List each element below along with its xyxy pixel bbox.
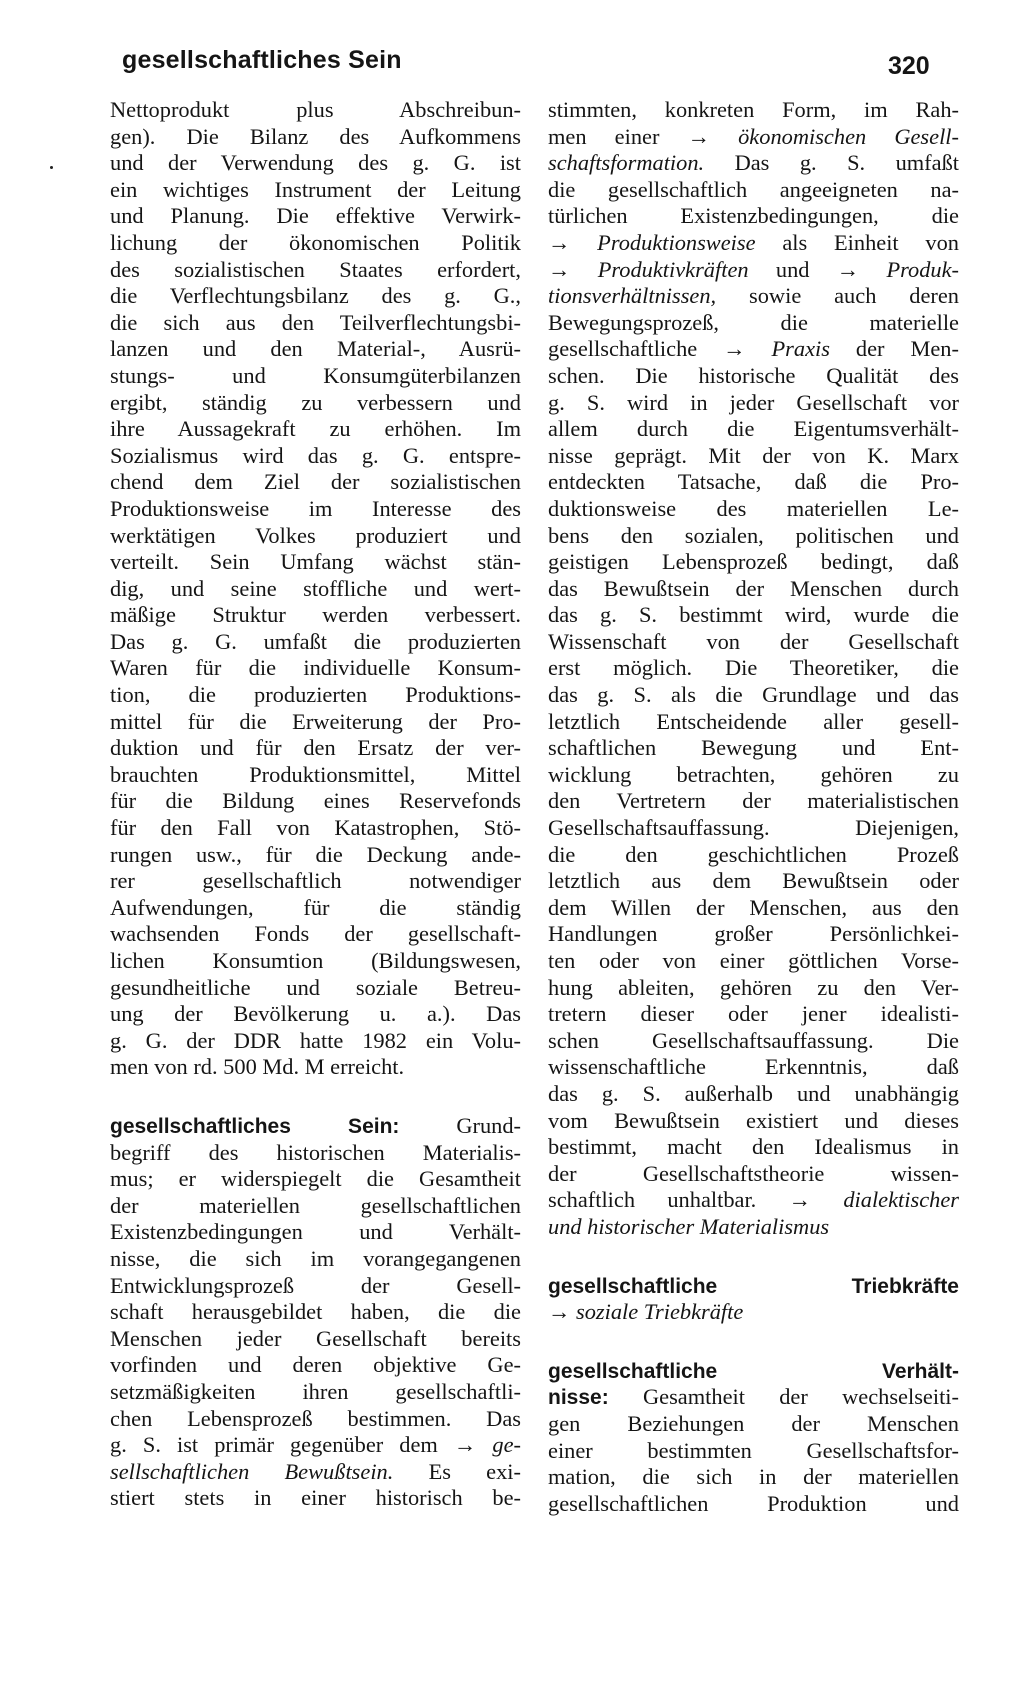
text-line: für die Bildung eines Reservefonds: [110, 788, 521, 814]
text-line: Sozialismus wird das g. G. entspre-: [110, 442, 521, 468]
text-line: ten oder von einer göttlichen Vorse-: [548, 948, 959, 973]
text-line: geistigen Lebensprozeß bedingt, daß: [548, 549, 959, 575]
text-line: g. S. wird in jeder Gesellschaft vor: [548, 389, 959, 415]
text-line: begriff des historischen Materialis-: [110, 1139, 521, 1165]
running-head-word: gesellschaftliches Sein: [122, 46, 402, 74]
entry-lemma: gesellschaftliches Sein:: [110, 1114, 400, 1138]
arrow-icon: →: [548, 256, 571, 282]
text-line: der Gesellschaftstheorie wissen-: [548, 1160, 959, 1186]
text-line: mäßige Struktur werden verbessert.: [110, 602, 521, 628]
text-line: allem durch die Eigentumsverhält-: [548, 416, 959, 442]
text-line: letztlich aus dem Bewußtsein oder: [548, 868, 959, 894]
page-number: 320: [888, 52, 930, 80]
right-column: [548, 97, 959, 1517]
text-line: den Vertretern der materialistischen: [548, 788, 959, 814]
text-line: das g. S. außerhalb und unabhängig: [548, 1080, 959, 1106]
text-line: verteilt. Sein Umfang wächst stän-: [110, 549, 521, 575]
text-line: schaft herausgebildet haben, die die: [110, 1299, 521, 1325]
text-line: wachsenden Fonds der gesellschaft-: [110, 921, 521, 947]
text-line: türlichen Existenzbedingungen, die: [548, 203, 959, 229]
text-line: men einer → ökonomischen Gesell-: [548, 123, 959, 149]
text-line: mation, die sich in der materiellen: [548, 1464, 959, 1490]
text-line: sellschaftlichen Bewußtsein. Es exi-: [110, 1458, 521, 1484]
entry-first-line: [548, 1358, 959, 1385]
text-line: entdeckten Tatsache, daß die Pro-: [548, 469, 959, 495]
text-line: setzmäßigkeiten ihren gesellschaftli-: [110, 1378, 521, 1404]
text-line: einer bestimmten Gesellschaftsfor-: [548, 1437, 959, 1463]
cross-reference[interactable]: tionsverhältnissen,: [548, 283, 717, 309]
cross-reference[interactable]: Produk-: [886, 256, 959, 282]
text-line: wissenschaftliche Erkenntnis, daß: [548, 1054, 959, 1080]
text-line: mus; er widerspiegelt die Gesamtheit: [110, 1166, 521, 1192]
text-line: Produktionsweise im Interesse des: [110, 495, 521, 521]
text-line: letztlich Entscheidende aller gesell-: [548, 708, 959, 734]
text-line: stimmten, konkreten Form, im Rah-: [548, 97, 959, 122]
text-line: gen Beziehungen der Menschen: [548, 1410, 959, 1436]
text-line: die Verflechtungsbilanz des g. G.,: [110, 283, 521, 309]
text-line: tionsverhältnissen, sowie auch deren: [548, 283, 959, 309]
text-line: → Produktionsweise als Einheit von: [548, 229, 959, 255]
text-line: Bewegungsprozeß, die materielle: [548, 309, 959, 335]
text-line: duktionsweise des materiellen Le-: [548, 495, 959, 521]
text-line: vorfinden und deren objektive Ge-: [110, 1352, 521, 1378]
text-line: mittel für die Erweiterung der Pro-: [110, 708, 521, 734]
text-line: das g. S. als die Grundlage und das: [548, 682, 959, 708]
text-line: brauchten Produktionsmittel, Mittel: [110, 761, 521, 787]
text-line: für den Fall von Katastrophen, Stö-: [110, 815, 521, 841]
text-line: und Planung. Die effektive Verwirk-: [110, 203, 521, 229]
text-line: werktätigen Volkes produziert und: [110, 522, 521, 548]
text-line: nisse: Gesamtheit der wechselseiti-: [548, 1384, 959, 1410]
cross-reference[interactable]: Produktivkräften: [597, 256, 749, 282]
arrow-icon: →: [548, 1299, 571, 1325]
entry-gesellschaftliche-triebkraefte: [548, 1273, 959, 1326]
text-line: gesundheitliche und soziale Betreu-: [110, 974, 521, 1000]
text-line: und der Verwendung des g. G. ist: [110, 150, 521, 176]
arrow-icon: →: [723, 336, 746, 362]
text-line: ihre Aussagekraft zu erhöhen. Im: [110, 416, 521, 442]
arrow-icon: →: [548, 229, 571, 255]
entry-first-line: [548, 1273, 959, 1300]
cross-reference[interactable]: soziale Triebkräfte: [576, 1299, 744, 1325]
entry-lemma: nisse:: [548, 1386, 609, 1410]
text-line: hung ableiten, gehören zu den Ver-: [548, 974, 959, 1000]
text-line: schen Gesellschaftsauffassung. Die: [548, 1027, 959, 1053]
text-line: dem Willen der Menschen, aus den: [548, 894, 959, 920]
entry-lemma: gesellschaftliche Verhält-: [548, 1359, 959, 1383]
text-line: schaftlichen Bewegung und Ent-: [548, 735, 959, 761]
text-line: gen). Die Bilanz des Aufkommens: [110, 123, 521, 149]
cross-reference[interactable]: Produktionsweise: [597, 229, 756, 255]
entry-first-line: gesellschaftliches Sein: Grund-: [110, 1112, 521, 1138]
text-line: chend dem Ziel der sozialistischen: [110, 469, 521, 495]
text-line: Wissenschaft von der Gesellschaft: [548, 628, 959, 654]
text-line: erst möglich. Die Theoretiker, die: [548, 655, 959, 681]
cross-reference[interactable]: Praxis: [771, 336, 830, 362]
text-line: Entwicklungsprozeß der Gesell-: [110, 1272, 521, 1298]
text-line: Waren für die individuelle Konsum-: [110, 655, 521, 681]
text-line: men von rd. 500 Md. M erreicht.: [110, 1054, 405, 1080]
text-line: schen. Die historische Qualität des: [548, 362, 959, 388]
text-line: dig, und seine stoffliche und wert-: [110, 575, 521, 601]
left-column: [110, 97, 521, 1512]
cross-reference[interactable]: schaftsformation.: [548, 150, 705, 176]
text-line: [548, 1214, 959, 1241]
text-line: Menschen jeder Gesellschaft bereits: [110, 1325, 521, 1351]
text-line: die den geschichtlichen Prozeß: [548, 841, 959, 867]
arrow-icon: →: [453, 1432, 477, 1458]
text-line: ein wichtiges Instrument der Leitung: [110, 176, 521, 202]
arrow-icon: →: [788, 1187, 811, 1213]
text-line: schaftlich unhaltbar. → dialektischer: [548, 1187, 959, 1213]
text-line: vom Bewußtsein existiert und dieses: [548, 1107, 959, 1133]
text-line: lichen Konsumtion (Bildungswesen,: [110, 948, 521, 973]
text-line: tretern dieser oder jener idealisti-: [548, 1001, 959, 1027]
print-speck: [50, 166, 53, 169]
text-line: chen Lebensprozeß bestimmen. Das: [110, 1405, 521, 1431]
text-line: bestimmt, macht den Idealismus in: [548, 1134, 959, 1160]
cross-reference[interactable]: ökonomischen Gesell-: [738, 123, 959, 149]
text-line: rungen usw., für die Deckung ande-: [110, 841, 521, 867]
text-line: stiert stets in einer historisch be-: [110, 1485, 521, 1511]
text-line: gesellschaftlichen Produktion und: [548, 1490, 959, 1516]
entry-continuation: [110, 97, 521, 1081]
text-line: bens den sozialen, politischen und: [548, 522, 959, 548]
text-line: Gesellschaftsauffassung. Diejenigen,: [548, 815, 959, 841]
text-line: g. S. ist primär gegenüber dem → ge-: [110, 1432, 521, 1458]
text-line: Das g. G. umfaßt die produzierten: [110, 628, 521, 654]
text-line: schaftsformation. Das g. S. umfaßt: [548, 150, 959, 176]
arrow-icon: →: [836, 256, 860, 282]
text-line: die gesellschaftlich angeeigneten na-: [548, 176, 959, 202]
text-line: das g. S. bestimmt wird, wurde die: [548, 602, 959, 628]
text-line: wicklung betrachten, gehören zu: [548, 761, 959, 787]
cross-reference[interactable]: ge-: [492, 1432, 521, 1458]
text-line: die sich aus den Teilverflechtungsbi-: [110, 309, 521, 335]
entry-gesellschaftliches-sein: [110, 1113, 521, 1512]
text-line: tion, die produzierten Produktions-: [110, 682, 521, 708]
text-line: stungs- und Konsumgüterbilanzen: [110, 362, 521, 388]
text-line: Existenzbedingungen und Verhält-: [110, 1219, 521, 1245]
text-line: → Produktivkräften und → Produk-: [548, 256, 959, 282]
text-line: ergibt, ständig zu verbessern und: [110, 389, 521, 415]
text-line: ung der Bevölkerung u. a.). Das: [110, 1001, 521, 1027]
text-line: nisse geprägt. Mit der von K. Marx: [548, 442, 959, 468]
text-line: duktion und für den Ersatz der ver-: [110, 735, 521, 761]
text-line: gesellschaftliche → Praxis der Men-: [548, 336, 959, 362]
text-line: g. G. der DDR hatte 1982 ein Volu-: [110, 1027, 521, 1053]
text-line: Aufwendungen, für die ständig: [110, 894, 521, 920]
entry-lemma: gesellschaftliche Triebkräfte: [548, 1274, 959, 1298]
cross-reference[interactable]: und historischer Materialismus: [548, 1213, 830, 1239]
arrow-icon: →: [687, 123, 710, 149]
text-line: rer gesellschaftlich notwendiger: [110, 868, 521, 894]
text-line: lanzen und den Material-, Ausrü-: [110, 336, 521, 362]
cross-reference[interactable]: sellschaftlichen Bewußtsein.: [110, 1458, 394, 1484]
text-line: des sozialistischen Staates erfordert,: [110, 256, 521, 282]
text-line: lichung der ökonomischen Politik: [110, 229, 521, 255]
cross-reference[interactable]: dialektischer: [843, 1187, 959, 1213]
text-line: Handlungen großer Persönlichkei-: [548, 921, 959, 947]
text-line: [548, 1299, 959, 1326]
entry-gesellschaftliche-verhaeltnisse: [548, 1358, 959, 1518]
text-line: Nettoprodukt plus Abschreibun-: [110, 97, 521, 122]
text-line: das Bewußtsein der Menschen durch: [548, 575, 959, 601]
text-line: der materiellen gesellschaftlichen: [110, 1192, 521, 1218]
text-line: nisse, die sich im vorangegangenen: [110, 1245, 521, 1271]
